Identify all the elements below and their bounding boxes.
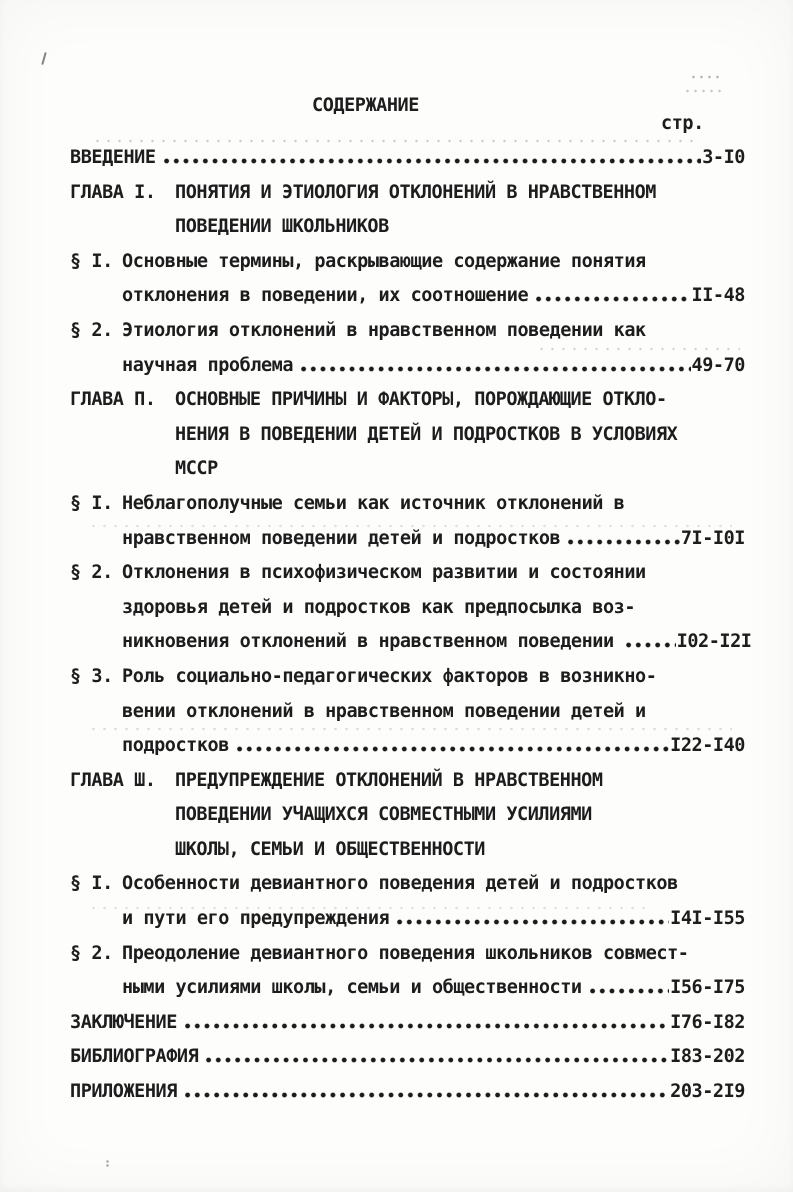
page-range: I76-I82 <box>670 1011 745 1033</box>
scan-artifact-dotline <box>96 139 696 143</box>
toc-row-chapter-3-cont <box>70 838 745 873</box>
scan-artifact-speckles <box>686 89 726 93</box>
entry-label: ВВЕДЕНИЕ <box>70 147 156 168</box>
entry-text: научная проблема <box>122 354 294 376</box>
toc-row-chapter-3 <box>70 769 745 804</box>
toc-row-appendices <box>70 1080 745 1115</box>
entry-text: Отклонения в психофизическом развитии и состоянии <box>122 562 646 584</box>
entry-text: ШКОЛЫ, СЕМЬИ И ОБЩЕСТВЕННОСТИ <box>175 838 485 860</box>
dot-leader <box>626 642 676 648</box>
entry-text: ПОВЕДЕНИИ УЧАЩИХСЯ СОВМЕСТНЫМИ УСИЛИЯМИ <box>175 804 592 826</box>
toc-row-conclusion <box>70 1011 745 1046</box>
entry-label: ЗАКЛЮЧЕНИЕ <box>70 1011 177 1033</box>
dot-leader <box>185 1023 669 1029</box>
toc-row-section <box>70 872 745 907</box>
toc-row-section-cont <box>70 354 745 389</box>
page-range: I02-I2I <box>676 631 752 653</box>
dot-leader <box>206 1057 669 1063</box>
toc-row-section <box>70 942 745 977</box>
entry-text: ПОВЕДЕНИИ ШКОЛЬНИКОВ <box>175 216 389 238</box>
toc-row-section-cont <box>70 630 752 665</box>
section-marker: § 2. <box>70 562 113 584</box>
pages-column-header: стр. <box>661 113 704 134</box>
entry-text: подростков <box>122 735 229 757</box>
entry-label: БИБЛИОГРАФИЯ <box>70 1046 199 1068</box>
page-range: I56-I75 <box>670 977 745 999</box>
page-range: 3-I0 <box>702 147 745 168</box>
toc-row-introduction <box>70 146 745 181</box>
dot-leader <box>536 296 690 302</box>
entry-text: Основные термины, раскрывающие содержание понятия <box>122 250 646 272</box>
toc-row-section-cont <box>70 976 745 1011</box>
section-marker: § 3. <box>70 665 113 687</box>
entry-text: здоровья детей и подростков как предпосылка воз- <box>122 596 636 618</box>
entry-text: Неблагополучные семьи как источник отклонений в <box>122 492 625 514</box>
entry-text: отклонения в поведении, их соотношение <box>122 285 529 307</box>
toc-row-chapter-3-cont <box>70 803 745 838</box>
toc-row-chapter-2-cont <box>70 457 745 492</box>
toc-row-section-cont <box>70 907 745 942</box>
scan-artifact-speckles <box>692 75 720 79</box>
page-range: I4I-I55 <box>670 908 745 930</box>
entry-text: и пути его предупреждения <box>122 908 390 930</box>
toc-row-section <box>70 319 745 354</box>
toc-row-section <box>70 665 745 700</box>
entry-text: ПОНЯТИЯ И ЭТИОЛОГИЯ ОТКЛОНЕНИЙ В НРАВСТВЕННОМ <box>175 181 656 203</box>
section-marker: § 2. <box>70 942 113 964</box>
toc-row-chapter-2-cont <box>70 423 745 458</box>
page-range: 7I-I0I <box>680 527 745 549</box>
entry-text: нравственном поведении детей и подростков <box>122 527 561 549</box>
toc-row-section-cont <box>70 527 745 562</box>
entry-text: ОСНОВНЫЕ ПРИЧИНЫ И ФАКТОРЫ, ПОРОЖДАЮЩИЕ ОТКЛО- <box>175 389 667 411</box>
scan-artifact-colon <box>106 1160 109 1168</box>
toc-row-section-cont <box>70 284 745 319</box>
table-of-contents <box>70 146 752 1115</box>
page-range: 203-2I9 <box>670 1081 745 1103</box>
toc-row-section-cont <box>70 700 745 735</box>
chapter-label: ГЛАВА П. <box>70 389 156 411</box>
page-range: II-48 <box>691 285 745 307</box>
dot-leader <box>301 366 691 372</box>
entry-text: НЕНИЯ В ПОВЕДЕНИИ ДЕТЕЙ И ПОДРОСТКОВ В УСЛОВИЯХ <box>175 423 678 445</box>
toc-row-chapter-1-cont <box>70 215 745 250</box>
dot-leader <box>164 158 702 164</box>
dot-leader <box>185 1092 669 1098</box>
chapter-label: ГЛАВА I. <box>70 181 156 203</box>
page-range: 49-70 <box>691 354 745 376</box>
chapter-label: ГЛАВА Ш. <box>70 769 156 791</box>
entry-text: Преодоление девиантного поведения школьников совмест- <box>122 942 689 964</box>
section-marker: § I. <box>70 492 113 514</box>
toc-row-section-cont <box>70 734 745 769</box>
section-marker: § 2. <box>70 319 113 341</box>
entry-text: ПРЕДУПРЕЖДЕНИЕ ОТКЛОНЕНИЙ В НРАВСТВЕННОМ <box>175 769 603 791</box>
page-range: I22-I40 <box>670 735 745 757</box>
toc-row-bibliography <box>70 1045 745 1080</box>
entry-text: МССР <box>175 458 218 480</box>
entry-text: Особенности девиантного поведения детей и подростков <box>122 873 678 895</box>
scan-artifact-stroke <box>41 52 47 65</box>
page-range: I83-202 <box>670 1046 745 1068</box>
toc-row-section <box>70 561 745 596</box>
entry-text: ными усилиями школы, семьи и общественности <box>122 977 582 999</box>
entry-text: никновения отклонений в нравственном поведении <box>122 631 614 653</box>
dot-leader <box>568 539 680 545</box>
dot-leader <box>397 919 669 925</box>
entry-label: ПРИЛОЖЕНИЯ <box>70 1081 177 1103</box>
entry-text: Роль социально-педагогических факторов в возникно- <box>122 665 657 687</box>
toc-row-section <box>70 492 745 527</box>
section-marker: § I. <box>70 873 113 895</box>
entry-text: Этиология отклонений в нравственном поведении как <box>122 319 646 341</box>
dot-leader <box>590 988 670 994</box>
section-marker: § I. <box>70 250 113 272</box>
toc-row-chapter-1 <box>70 181 745 216</box>
toc-row-section-cont <box>70 596 745 631</box>
toc-row-chapter-2 <box>70 388 745 423</box>
page-title: СОДЕРЖАНИЕ <box>312 95 419 116</box>
entry-text: вении отклонений в нравственном поведении детей и <box>122 700 646 722</box>
dot-leader <box>237 746 669 752</box>
toc-row-section <box>70 250 745 285</box>
